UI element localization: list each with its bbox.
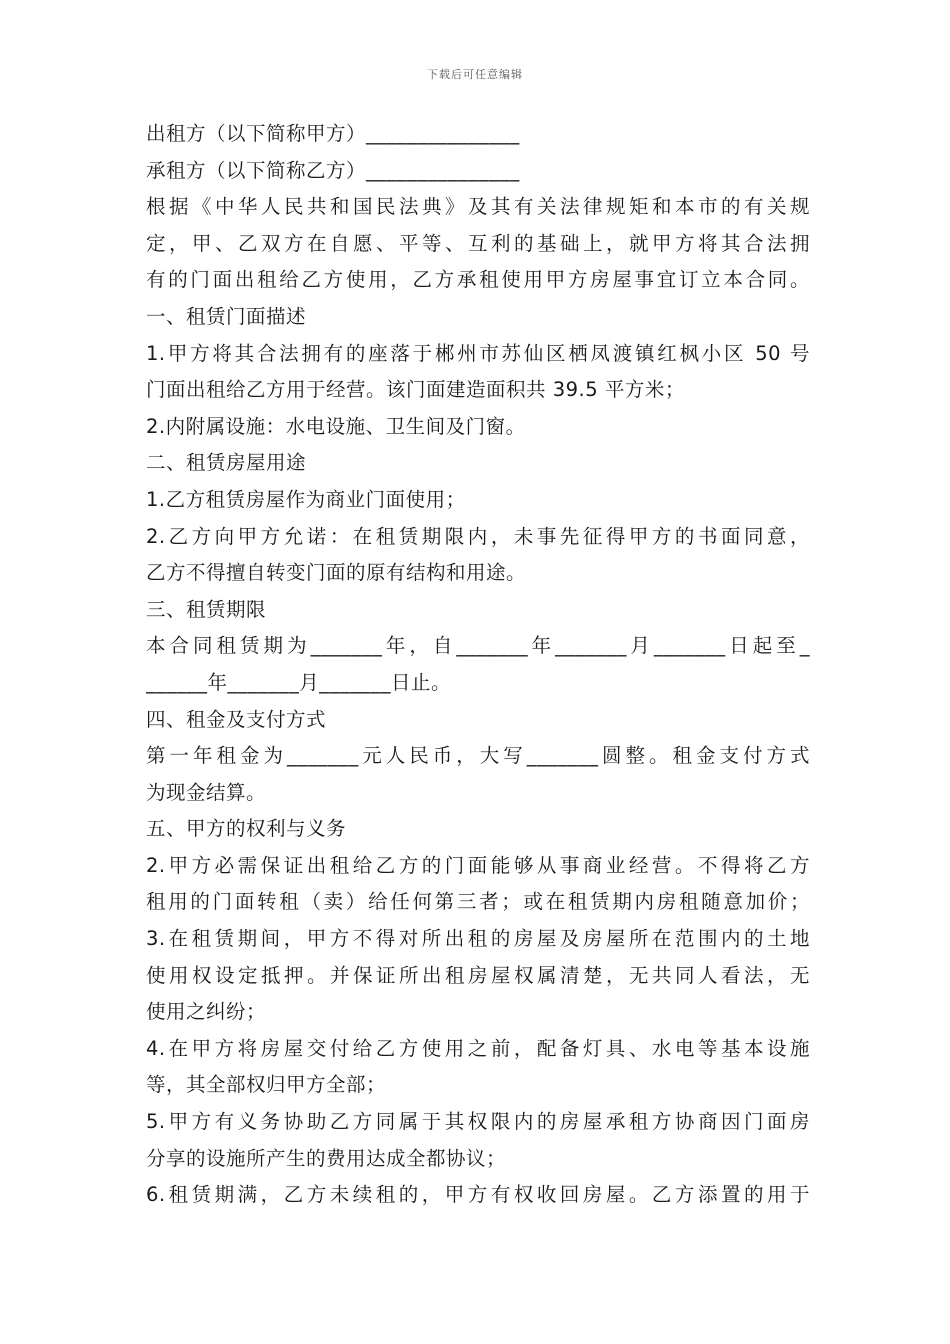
section-heading: 五、甲方的权利与义务: [146, 817, 347, 841]
text-line: 4.在甲方将房屋交付给乙方使用之前，配备灯具、水电等基本设施: [146, 1036, 810, 1060]
text-line: ______年_______月_______日止。: [146, 670, 452, 694]
text-line: 有的门面出租给乙方使用，乙方承租使用甲方房屋事宜订立本合同。: [146, 268, 810, 292]
text-line: 租用的门面转租（卖）给任何第三者；或在租赁期内房租随意加价；: [146, 890, 810, 914]
text-line: 承租方（以下简称乙方）_______________: [146, 158, 520, 182]
text-line: 分享的设施所产生的费用达成全都协议；: [146, 1146, 507, 1170]
text-line: 使用之纠纷；: [146, 1000, 267, 1024]
contract-body: [146, 116, 810, 1214]
text-line: 等，其全部权归甲方全部；: [146, 1073, 387, 1097]
text-line: 1.甲方将其合法拥有的座落于郴州市苏仙区栖凤渡镇红枫小区 50 号: [146, 341, 810, 365]
text-line: 第一年租金为_______元人民币，大写_______圆整。租金支付方式: [146, 744, 810, 768]
text-line: 使用权设定抵押。并保证所出租房屋权属清楚，无共同人看法，无: [146, 963, 810, 987]
text-line: 2.内附属设施：水电设施、卫生间及门窗。: [146, 414, 526, 438]
text-line: 2.甲方必需保证出租给乙方的门面能够从事商业经营。不得将乙方: [146, 853, 810, 877]
text-line: 本合同租赁期为_______年，自_______年_______月_______日起至_: [146, 634, 810, 658]
section-heading: 二、租赁房屋用途: [146, 451, 307, 475]
text-line: 为现金结算。: [146, 780, 267, 804]
text-line: 1.乙方租赁房屋作为商业门面使用；: [146, 487, 466, 511]
text-line: 根据《中华人民共和国民法典》及其有关法律规矩和本市的有关规: [146, 195, 810, 219]
text-line: 乙方不得擅自转变门面的原有结构和用途。: [146, 561, 527, 585]
section-heading: 三、租赁期限: [146, 597, 267, 621]
text-line: 出租方（以下简称甲方）_______________: [146, 122, 520, 145]
text-line: 定，甲、乙双方在自愿、平等、互利的基础上，就甲方将其合法拥: [146, 231, 810, 255]
text-line: 6.租赁期满，乙方未续租的，甲方有权收回房屋。乙方添置的用于: [146, 1183, 810, 1207]
text-line: 3.在租赁期间，甲方不得对所出租的房屋及房屋所在范围内的土地: [146, 927, 810, 951]
text-line: 5.甲方有义务协助乙方同属于其权限内的房屋承租方协商因门面房: [146, 1110, 810, 1134]
header-note: 下载后可任意编辑: [427, 68, 523, 81]
section-heading: 四、租金及支付方式: [146, 707, 327, 731]
text-line: 2.乙方向甲方允诺：在租赁期限内，未事先征得甲方的书面同意，: [146, 524, 810, 548]
text-line: 门面出租给乙方用于经营。该门面建造面积共 39.5 平方米；: [146, 378, 685, 402]
section-heading: 一、租赁门面描述: [146, 304, 307, 328]
